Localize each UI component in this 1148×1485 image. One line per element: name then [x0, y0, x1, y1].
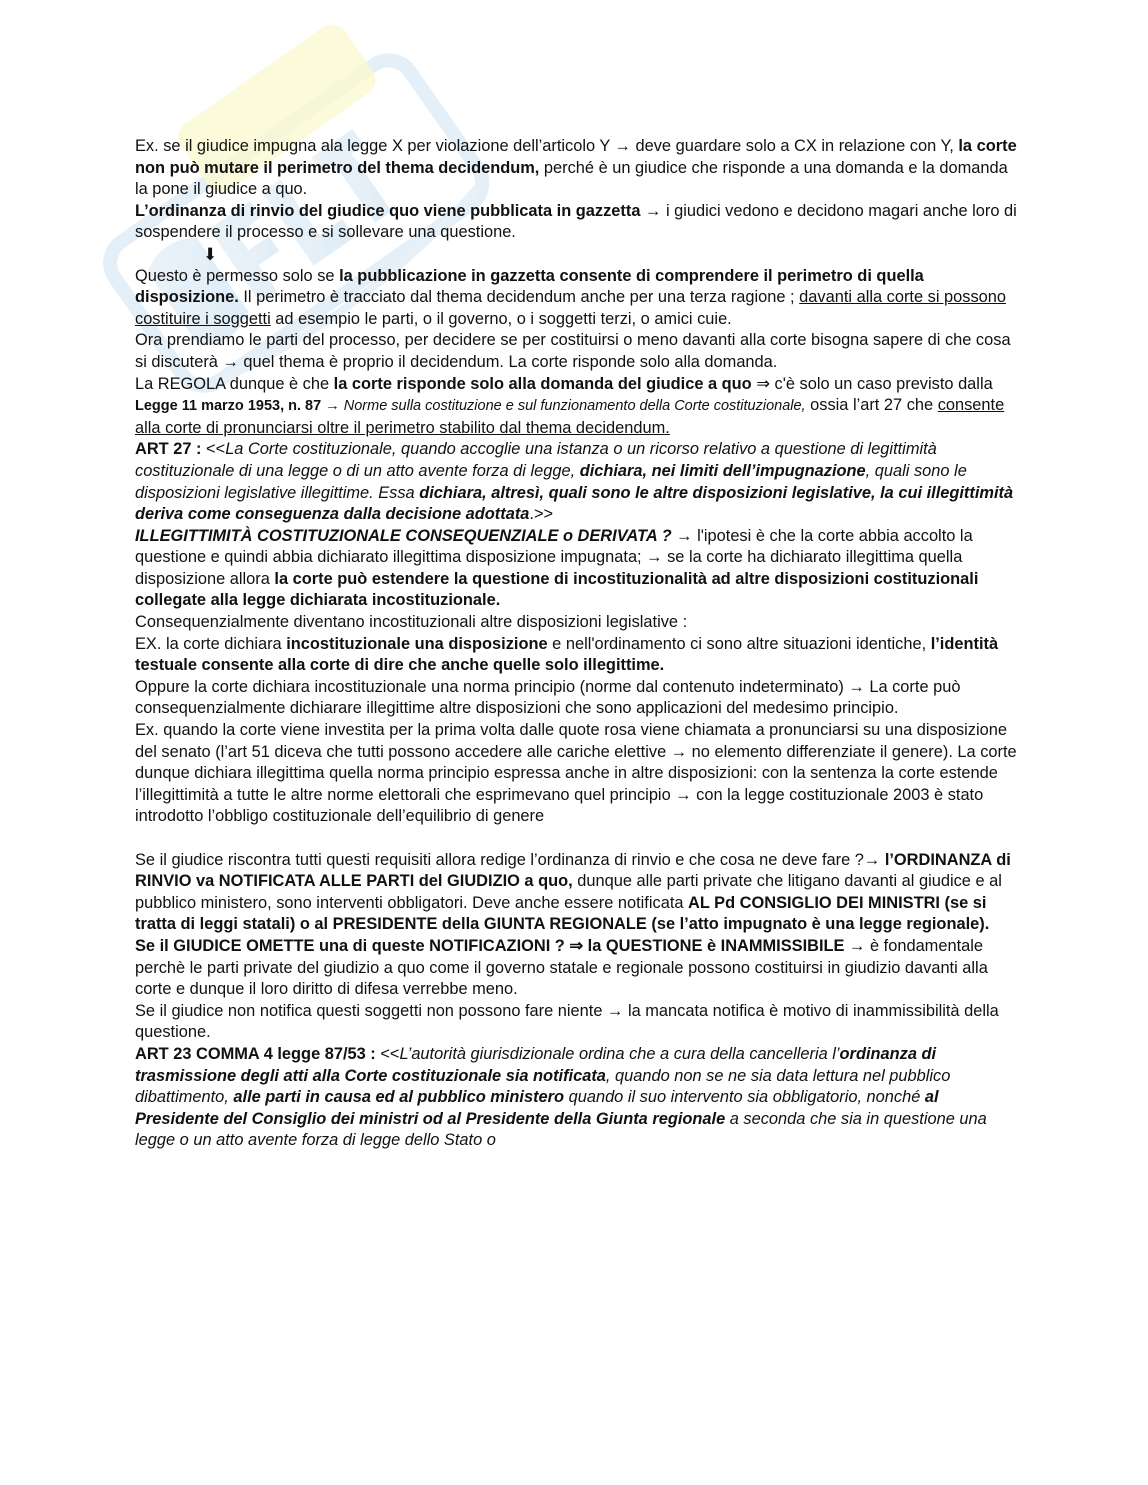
text-run: ad esempio le parti, o il governo, o i soggetti terzi, o amici cuie.: [270, 309, 732, 328]
text-run: ART 23 COMMA 4 legge 87/53 :: [135, 1044, 376, 1063]
text-run: Norme sulla costituzione e sul funzionamento della Corte costituzionale,: [343, 398, 806, 415]
text-run: l’ORDINANZA di RINVIO va NOTIFICATA ALLE PARTI del GIUDIZIO a quo,: [135, 850, 1011, 891]
text-run: Oppure la corte dichiara incostituzionale una norma principio (norme dal contenuto indeterminato) → La corte può consequenzialmente dichiarare illegittime altre disposizioni che sono applicazioni del medesimo principio.: [135, 677, 961, 718]
text-run: la corte risponde solo alla domanda del giudice a quo: [333, 374, 752, 393]
text-run: AL Pd CONSIGLIO DEI MINISTRI (se si tratta di leggi statali) o al PRESIDENTE della GIUNTA REGIONALE (se l’atto impugnato è una legge regionale).: [135, 893, 990, 934]
paragraph: [135, 374, 1017, 440]
paragraph: [135, 136, 1017, 201]
text-run: →: [321, 398, 344, 415]
paragraph: [135, 850, 1017, 936]
text-run: .>>: [529, 505, 554, 524]
text-run: quando il suo intervento sia obbligatorio, nonché: [564, 1088, 925, 1107]
text-run: dichiara, altresì, quali sono le altre disposizioni legislative, la cui illegittimità deriva come conseguenza dalla decisione adottata: [135, 483, 1014, 524]
notes-body: [135, 136, 1017, 1152]
text-run: Se il giudice non notifica questi soggetti non possono fare niente → la mancata notifica è motivo di inammissibilità della questione.: [135, 1001, 999, 1042]
paragraph-spacer: [135, 828, 1017, 850]
text-run: incostituzionale una disposizione: [286, 634, 548, 653]
paragraph: [135, 439, 1017, 525]
paragraph: [135, 612, 1017, 634]
text-run: → i giudici vedono e decidono magari anche loro di sospendere il processo e si sollevare una questione.: [135, 201, 1017, 242]
text-run: davanti alla corte si possono costituire i soggetti: [135, 288, 1006, 328]
text-run: Ora prendiamo le parti del processo, per decidere se per costituirsi o meno davanti alla corte bisogna sapere di che cosa si discuterà → quel thema è proprio il decidendum. La corte risponde solo alla domanda.: [135, 331, 1011, 371]
paragraph: [135, 936, 1017, 1001]
text-run: Ex. se il giudice impugna ala legge X per violazione dell’articolo Y → deve guardare solo a CX in relazione con Y,: [135, 137, 959, 155]
text-run: perché è un giudice che risponde a una domanda e la domanda la pone il giudice a quo.: [135, 158, 1008, 199]
text-run: la corte non può mutare il perimetro del thema decidendum,: [135, 137, 1017, 177]
text-run: Legge 11 marzo 1953, n. 87: [135, 398, 322, 415]
text-run: Se il giudice riscontra tutti questi requisiti allora redige l’ordinanza di rinvio e che cosa ne deve fare ?→: [135, 850, 885, 869]
text-run: ILLEGITTIMITÀ COSTITUZIONALE CONSEQUENZIALE o DERIVATA ?: [135, 526, 672, 545]
text-run: Il perimetro è tracciato dal thema decidendum anche per una terza ragione ;: [238, 288, 800, 307]
paragraph: [135, 634, 1017, 677]
text-run: La REGOLA dunque è che: [135, 374, 334, 393]
text-run: Questo è permesso solo se: [135, 266, 340, 285]
text-run: ordinanza di trasmissione degli atti alla Corte costituzionale sia notificata: [135, 1044, 937, 1085]
paragraph: [135, 330, 1017, 373]
text-run: consente alla corte di pronunciarsi oltre il perimetro stabilito dal thema decidendum.: [135, 396, 1005, 437]
text-run: Ex. quando la corte viene investita per la prima volta dalle quote rosa viene chiamata a pronunciarsi su una disposizione del senato (l’art 51 diceva che tutti possono accedere alle cariche elettive → no elemento differenziate il genere). La corte dunque dichiara illegittima quella norma principio espressa anche in altre disposizioni: con la sentenza la corte estende l’illegittimità a tutte le altre norme elettorali che esprimevano quel principio → con la legge costituzionale 2003 è stato introdotto l’obbligo costituzionale dell’equilibrio di genere: [135, 721, 1017, 826]
paragraph: [135, 720, 1017, 828]
text-run: Consequenzialmente diventano incostituzionali altre disposizioni legislative :: [135, 613, 688, 632]
text-run: Se il GIUDICE OMETTE una di queste NOTIFICAZIONI ? ⇒ la QUESTIONE è INAMMISSIBILE: [135, 936, 845, 955]
text-run: ART 27 :: [135, 440, 202, 459]
text-run: a seconda che sia in questione una legge o un atto avente forza di legge dello Stato o: [135, 1109, 987, 1150]
text-run: e nell'ordinamento ci sono altre situazioni identiche,: [547, 634, 931, 653]
text-run: ⇒ c'è solo un caso previsto dalla: [751, 374, 993, 393]
text-run: EX. la corte dichiara: [135, 634, 287, 653]
paragraph: [135, 1001, 1017, 1044]
text-run: La Corte costituzionale, quando accoglie una istanza o un ricorso relativo a questione di legittimità costituzionale di una legge o di un atto avente forza di legge,: [135, 440, 937, 480]
paragraph: [135, 201, 1017, 244]
paragraph: [135, 526, 1017, 612]
text-run: <<: [375, 1044, 400, 1063]
text-run: , quando non se ne sia data lettura nel pubblico dibattimento,: [135, 1066, 951, 1107]
text-run: alle parti in causa ed al pubblico ministero: [233, 1088, 565, 1107]
text-run: L’ordinanza di rinvio del giudice quo viene pubblicata in gazzetta: [135, 201, 641, 220]
paragraph: [135, 1044, 1017, 1152]
paragraph: [135, 266, 1017, 331]
text-run: la corte può estendere la questione di incostituzionalità ad altre disposizioni costituzionali collegate alla legge dichiarata incostituzionale.: [135, 569, 979, 610]
paragraph: [135, 677, 1017, 720]
text-run: , quali sono le disposizioni legislative illegittime. Essa: [135, 461, 967, 502]
text-run: al Presidente del Consiglio dei ministri od al Presidente della Giunta regionale: [135, 1088, 939, 1128]
text-run: → è fondamentale perchè le parti private del giudizio a quo come il governo statale e regionale possono costituirsi in giudizio davanti alla corte e dunque il loro diritto di difesa verrebbe meno.: [135, 936, 988, 999]
text-run: ossia l’art 27 che: [805, 396, 938, 415]
text-run: <<: [201, 440, 226, 459]
text-run: → l'ipotesi è che la corte abbia accolto la questione e quindi abbia dichiarato illegittima disposizione impugnata; → se la corte ha dichiarato illegittima quella disposizione allora: [135, 526, 973, 588]
text-run: L’autorità giurisdizionale ordina che a cura della cancelleria l’: [399, 1044, 840, 1063]
text-run: dichiara, nei limiti dell’impugnazione: [579, 461, 866, 480]
text-run: l’identità testuale consente alla corte di dire che anche quelle solo illegittime.: [135, 634, 999, 675]
down-arrow-icon: ⬇: [203, 244, 218, 264]
text-run: dunque alle parti private che litigano davanti al giudice e al pubblico ministero, sono interventi obbligatori. Deve anche essere notificata: [135, 872, 1002, 912]
text-run: la pubblicazione in gazzetta consente di comprendere il perimetro di quella disposizione.: [135, 266, 924, 307]
